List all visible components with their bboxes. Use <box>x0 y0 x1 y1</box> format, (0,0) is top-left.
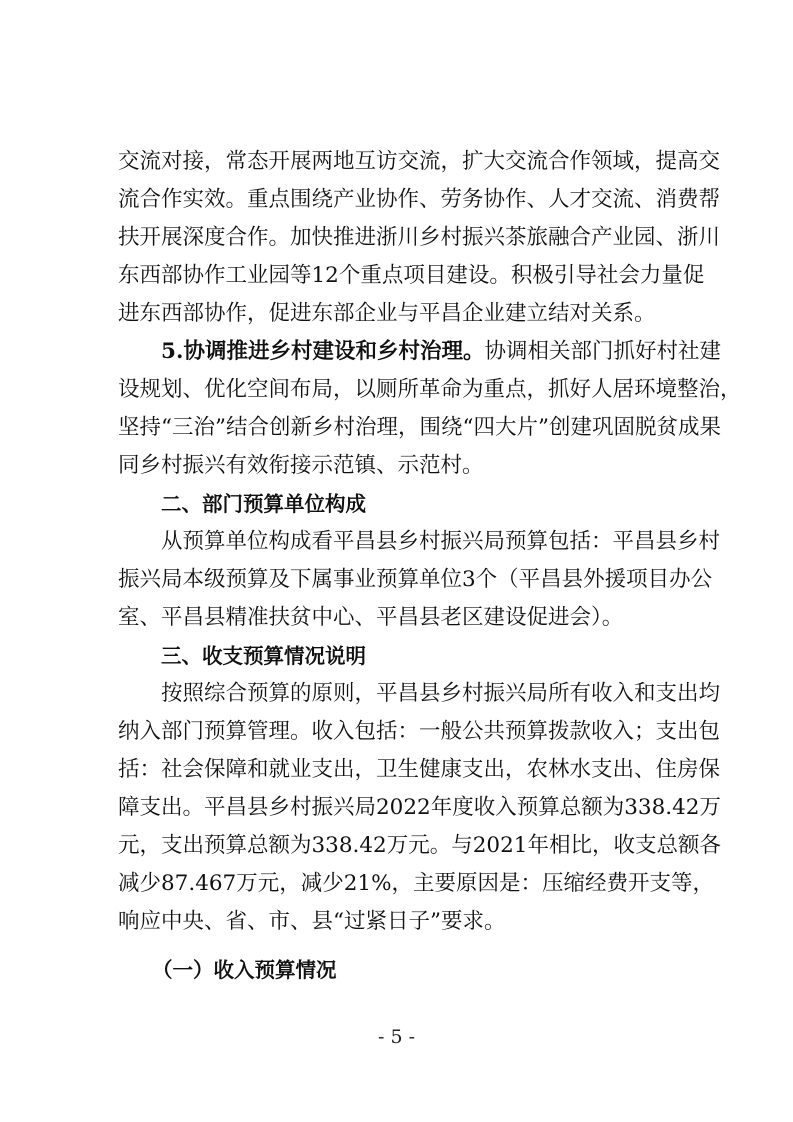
text-line: 扶开展深度合作。加快推进浙川乡村振兴茶旅融合产业园、浙川 <box>118 225 721 250</box>
sub-heading-income-budget: （一）收入预算情况 <box>152 958 337 982</box>
text-line: 室、平昌县精准扶贫中心、平昌县老区建设促进会）。 <box>118 605 624 630</box>
text-line: 括：社会保障和就业支出，卫生健康支出，农林水支出、住房保 <box>118 757 721 782</box>
text-line: 响应中央、省、市、县“过紧日子”要求。 <box>118 909 506 934</box>
text-line: 进东西部协作，促进东部企业与平昌企业建立结对关系。 <box>118 301 656 326</box>
text-line: 振兴局本级预算及下属事业预算单位3个（平昌县外援项目办公 <box>118 567 713 592</box>
paragraph-budget-explanation <box>118 675 721 941</box>
bold-lead-text: 5.协调推进乡村建设和乡村治理。 <box>161 339 485 364</box>
text-line: 坚持“三治”结合创新乡村治理，围绕“四大片”创建巩固脱贫成果 <box>118 415 721 440</box>
text-span: 协调相关部门抓好村社建 <box>484 339 721 364</box>
text-line: 交流对接，常态开展两地互访交流，扩大交流合作领域，提高交 <box>118 149 721 174</box>
paragraph-unit-composition <box>118 523 721 637</box>
page-number: - 5 - <box>377 1026 415 1048</box>
text-line: 元，支出预算总额为338.42万元。与2021年相比，收支总额各 <box>118 833 721 858</box>
text-line: 从预算单位构成看平昌县乡村振兴局预算包括：平昌县乡村 <box>161 529 721 554</box>
text-line: 流合作实效。重点围绕产业协作、劳务协作、人才交流、消费帮 <box>118 187 721 212</box>
text-line: 纳入部门预算管理。收入包括：一般公共预算拨款收入；支出包 <box>118 719 721 744</box>
text-line: 设规划、优化空间布局，以厕所革命为重点，抓好人居环境整治， <box>118 377 742 402</box>
text-line: 按照综合预算的原则，平昌县乡村振兴局所有收入和支出均 <box>161 681 721 706</box>
document-body <box>118 143 742 989</box>
text-line <box>118 333 721 371</box>
text-line: 东西部协作工业园等12个重点项目建设。积极引导社会力量促 <box>118 263 705 288</box>
text-line: 障支出。平昌县乡村振兴局2022年度收入预算总额为338.42万 <box>118 795 721 820</box>
paragraph-exchange-cooperation <box>118 143 721 333</box>
text-line: 同乡村振兴有效衔接示范镇、示范村。 <box>118 453 484 478</box>
section-heading-unit-composition: 二、部门预算单位构成 <box>161 492 366 516</box>
text-line: 减少87.467万元，减少21%，主要原因是：压缩经费开支等， <box>118 871 715 896</box>
paragraph-rural-governance <box>118 333 742 485</box>
section-heading-budget-explanation: 三、收支预算情况说明 <box>161 644 366 668</box>
